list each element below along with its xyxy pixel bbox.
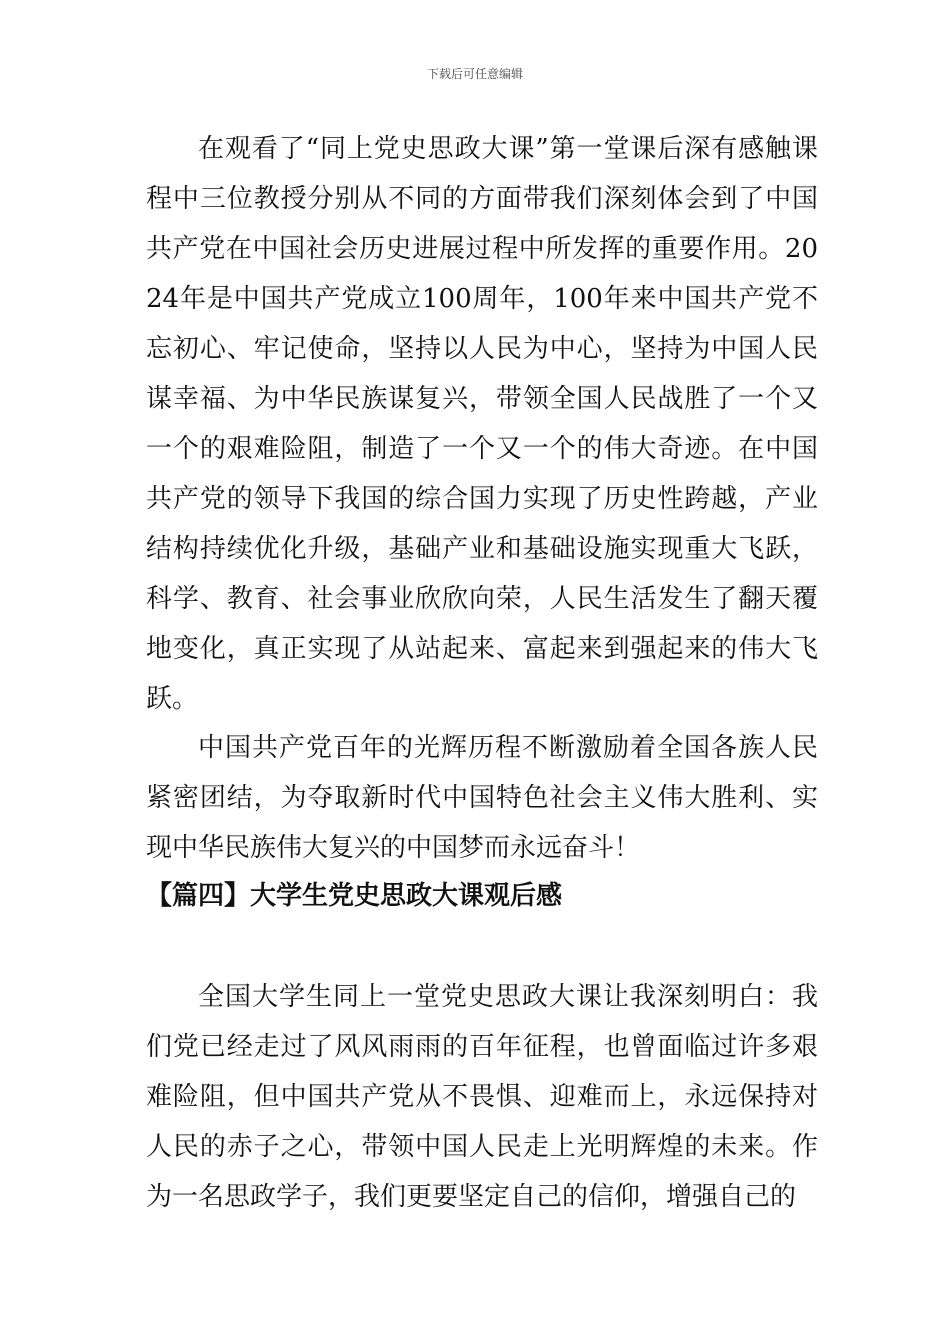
- body-paragraph-2-container: [146, 723, 818, 873]
- body-paragraph-1: 在观看了“同上党史思政大课”第一堂课后深有感触课程中三位教授分别从不同的方面带我们深刻体会到了中国共产党在中国社会历史进展过程中所发挥的重要作用。2024年是中国共产党成立100周年，100年来中国共产党不忘初心、牢记使命，坚持以人民为中心，坚持为中国人民谋幸福、为中华民族谋复兴，带领全国人民战胜了一个又一个的艰难险阻，制造了一个又一个的伟大奇迹。在中国共产党的领导下我国的综合国力实现了历史性跨越，产业结构持续优化升级，基础产业和基础设施实现重大飞跃，科学、教育、社会事业欣欣向荣，人民生活发生了翻天覆地变化，真正实现了从站起来、富起来到强起来的伟大飞跃。: [146, 134, 818, 714]
- body-paragraph-1-container: [146, 124, 818, 724]
- body-paragraph-2: 中国共产党百年的光辉历程不断激励着全国各族人民紧密团结，为夺取新时代中国特色社会主义伟大胜利、实现中华民族伟大复兴的中国梦而永远奋斗！: [146, 733, 818, 863]
- section-heading: 【篇四】大学生党史思政大课观后感: [146, 881, 563, 911]
- body-paragraph-3: 全国大学生同上一堂党史思政大课让我深刻明白：我们党已经走过了风风雨雨的百年征程，也曾面临过许多艰难险阻，但中国共产党从不畏惧、迎难而上，永远保持对人民的赤子之心，带领中国人民走上光明辉煌的未来。作为一名思政学子，我们更要坚定自己的信仰，增强自己的: [146, 982, 818, 1212]
- body-paragraph-3-container: [146, 972, 818, 1222]
- header-note: 下载后可任意编辑: [426, 67, 523, 81]
